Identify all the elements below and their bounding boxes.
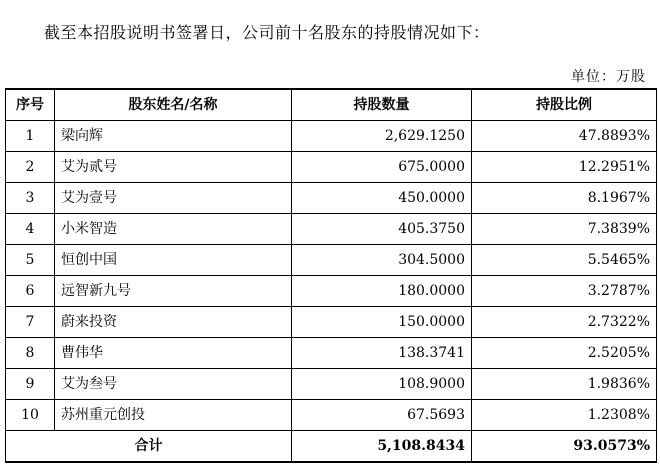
table-row — [6, 245, 657, 276]
row-percentage: 8.1967% — [472, 183, 657, 214]
header-holder-name: 股东姓名/名称 — [55, 89, 292, 121]
row-holder-name: 恒创中国 — [55, 245, 292, 276]
row-shares: 150.0000 — [292, 307, 472, 338]
row-index: 10 — [6, 400, 55, 431]
row-percentage: 1.2308% — [472, 400, 657, 431]
header-shares: 持股数量 — [292, 89, 472, 121]
row-index: 6 — [6, 276, 55, 307]
row-index: 3 — [6, 183, 55, 214]
row-index: 9 — [6, 369, 55, 400]
total-shares: 5,108.8434 — [292, 431, 472, 463]
row-holder-name: 艾为叁号 — [55, 369, 292, 400]
row-shares: 108.9000 — [292, 369, 472, 400]
row-percentage: 47.8893% — [472, 121, 657, 152]
row-index: 7 — [6, 307, 55, 338]
table-row — [6, 338, 657, 369]
row-holder-name: 远智新九号 — [55, 276, 292, 307]
table-body — [6, 121, 657, 431]
total-percentage: 93.0573% — [472, 431, 657, 463]
row-percentage: 5.5465% — [472, 245, 657, 276]
row-holder-name: 艾为壹号 — [55, 183, 292, 214]
row-holder-name: 梁向辉 — [55, 121, 292, 152]
shareholders-table — [5, 88, 657, 463]
intro-text: 截至本招股说明书签署日，公司前十名股东的持股情况如下： — [44, 23, 490, 42]
row-shares: 450.0000 — [292, 183, 472, 214]
row-holder-name: 小米智造 — [55, 214, 292, 245]
row-holder-name: 艾为贰号 — [55, 152, 292, 183]
row-holder-name: 苏州重元创投 — [55, 400, 292, 431]
table-row — [6, 400, 657, 431]
total-label: 合计 — [6, 431, 292, 463]
table-row — [6, 183, 657, 214]
table-row — [6, 121, 657, 152]
table-row — [6, 152, 657, 183]
table-row — [6, 276, 657, 307]
row-shares: 2,629.1250 — [292, 121, 472, 152]
row-index: 1 — [6, 121, 55, 152]
table-row — [6, 214, 657, 245]
header-index: 序号 — [6, 89, 55, 121]
table-row — [6, 307, 657, 338]
row-holder-name: 蔚来投资 — [55, 307, 292, 338]
row-shares: 67.5693 — [292, 400, 472, 431]
row-index: 8 — [6, 338, 55, 369]
row-shares: 180.0000 — [292, 276, 472, 307]
row-percentage: 2.7322% — [472, 307, 657, 338]
row-shares: 675.0000 — [292, 152, 472, 183]
row-shares: 138.3741 — [292, 338, 472, 369]
row-index: 4 — [6, 214, 55, 245]
row-shares: 405.3750 — [292, 214, 472, 245]
row-percentage: 12.2951% — [472, 152, 657, 183]
row-index: 5 — [6, 245, 55, 276]
total-row — [6, 431, 657, 463]
row-percentage: 7.3839% — [472, 214, 657, 245]
row-percentage: 3.2787% — [472, 276, 657, 307]
unit-label: 单位：万股 — [571, 69, 646, 85]
row-holder-name: 曹伟华 — [55, 338, 292, 369]
row-shares: 304.5000 — [292, 245, 472, 276]
row-percentage: 2.5205% — [472, 338, 657, 369]
header-percentage: 持股比例 — [472, 89, 657, 121]
row-percentage: 1.9836% — [472, 369, 657, 400]
row-index: 2 — [6, 152, 55, 183]
table-row — [6, 369, 657, 400]
table-header-row — [6, 89, 657, 121]
